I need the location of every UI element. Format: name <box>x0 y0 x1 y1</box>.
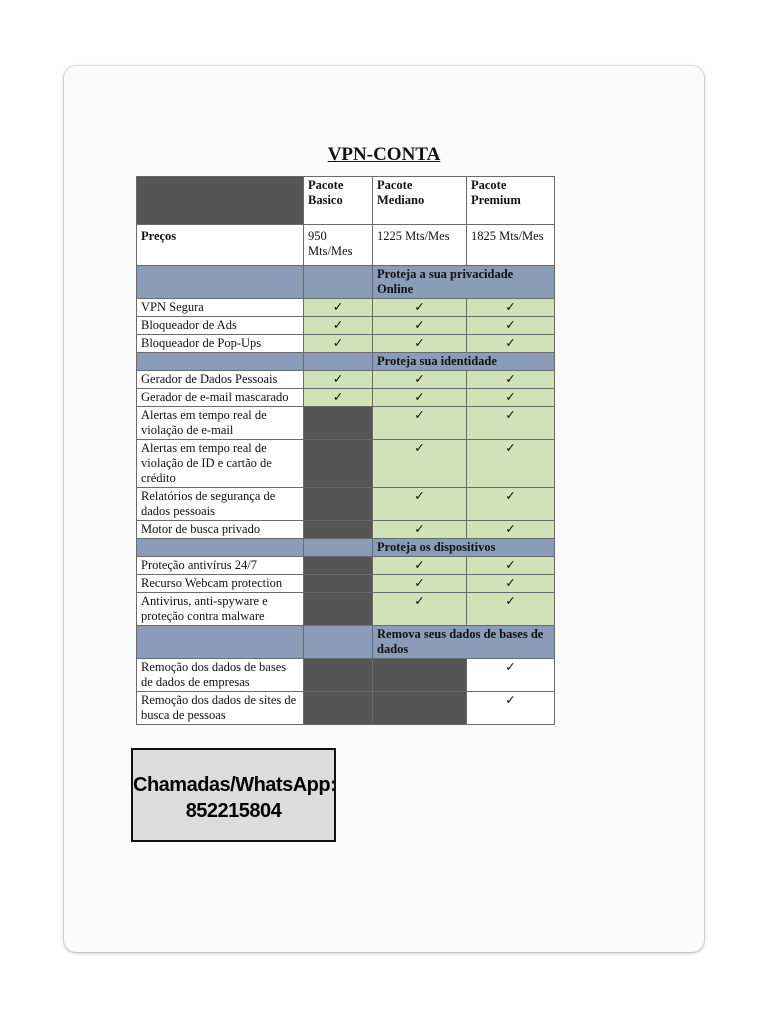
unavailable-cell-basic <box>304 593 373 626</box>
header-mid: Pacote Mediano <box>373 177 467 225</box>
price-basic: 950 Mts/Mes <box>304 225 373 266</box>
document-title: VPN-CONTA <box>327 144 441 165</box>
checkmark-icon: ✓ <box>414 390 425 404</box>
check-cell-premium <box>467 299 555 317</box>
check-cell-mid <box>373 407 467 440</box>
checkmark-icon: ✓ <box>505 489 516 503</box>
section-spacer-cell <box>137 626 304 659</box>
header-empty-cell <box>137 177 304 225</box>
checkmark-icon: ✓ <box>505 372 516 386</box>
feature-label: Motor de busca privado <box>137 521 304 539</box>
check-cell-mid <box>373 440 467 488</box>
check-cell-basic <box>304 299 373 317</box>
check-cell-premium <box>467 692 555 725</box>
section-spacer-cell <box>137 266 304 299</box>
checkmark-icon: ✓ <box>505 693 516 707</box>
checkmark-icon: ✓ <box>505 300 516 314</box>
check-cell-premium <box>467 521 555 539</box>
check-cell-premium <box>467 335 555 353</box>
price-row <box>137 225 555 266</box>
check-cell-premium <box>467 593 555 626</box>
check-cell-premium <box>467 575 555 593</box>
feature-label: Alertas em tempo real de violação de e-mail <box>137 407 304 440</box>
feature-label: Bloqueador de Pop-Ups <box>137 335 304 353</box>
section-header-row <box>137 539 555 557</box>
checkmark-icon: ✓ <box>414 522 425 536</box>
checkmark-icon: ✓ <box>505 408 516 422</box>
feature-label: Remoção dos dados de bases de dados de empresas <box>137 659 304 692</box>
unavailable-cell-basic <box>304 659 373 692</box>
check-cell-premium <box>467 407 555 440</box>
check-cell-basic <box>304 371 373 389</box>
feature-row <box>137 557 555 575</box>
checkmark-icon: ✓ <box>414 300 425 314</box>
checkmark-icon: ✓ <box>332 336 344 350</box>
checkmark-icon: ✓ <box>332 372 344 386</box>
feature-row <box>137 335 555 353</box>
feature-row <box>137 521 555 539</box>
unavailable-cell-basic <box>304 488 373 521</box>
section-spacer-cell <box>137 353 304 371</box>
checkmark-icon: ✓ <box>505 390 516 404</box>
feature-row <box>137 692 555 725</box>
feature-label: Relatórios de segurança de dados pessoais <box>137 488 304 521</box>
checkmark-icon: ✓ <box>332 318 344 332</box>
feature-row <box>137 317 555 335</box>
section-header-row <box>137 353 555 371</box>
checkmark-icon: ✓ <box>414 441 425 455</box>
contact-box <box>131 748 336 842</box>
feature-row <box>137 575 555 593</box>
checkmark-icon: ✓ <box>414 558 425 572</box>
feature-label: Gerador de e-mail mascarado <box>137 389 304 407</box>
contact-label: Chamadas/WhatsApp: <box>133 774 337 796</box>
unavailable-cell-mid <box>373 692 467 725</box>
checkmark-icon: ✓ <box>505 594 516 608</box>
checkmark-icon: ✓ <box>414 576 425 590</box>
checkmark-icon: ✓ <box>505 522 516 536</box>
feature-row <box>137 389 555 407</box>
section-spacer-cell <box>137 539 304 557</box>
check-cell-basic <box>304 389 373 407</box>
feature-row <box>137 371 555 389</box>
price-premium: 1825 Mts/Mes <box>467 225 555 266</box>
feature-label: Gerador de Dados Pessoais <box>137 371 304 389</box>
section-title: Proteja a sua privacidade Online <box>373 266 555 299</box>
section-spacer-cell <box>304 266 373 299</box>
check-cell-basic <box>304 335 373 353</box>
check-cell-premium <box>467 488 555 521</box>
price-mid: 1225 Mts/Mes <box>373 225 467 266</box>
unavailable-cell-basic <box>304 407 373 440</box>
checkmark-icon: ✓ <box>414 594 425 608</box>
feature-row <box>137 659 555 692</box>
unavailable-cell-basic <box>304 521 373 539</box>
price-label: Preços <box>137 225 304 266</box>
feature-label: Remoção dos dados de sites de busca de pessoas <box>137 692 304 725</box>
feature-row <box>137 440 555 488</box>
feature-label: VPN Segura <box>137 299 304 317</box>
checkmark-icon: ✓ <box>414 318 425 332</box>
check-cell-mid <box>373 371 467 389</box>
section-header-row <box>137 626 555 659</box>
checkmark-icon: ✓ <box>505 558 516 572</box>
check-cell-premium <box>467 317 555 335</box>
check-cell-mid <box>373 593 467 626</box>
unavailable-cell-basic <box>304 575 373 593</box>
checkmark-icon: ✓ <box>505 660 516 674</box>
checkmark-icon: ✓ <box>414 489 425 503</box>
feature-label: Bloqueador de Ads <box>137 317 304 335</box>
section-spacer-cell <box>304 353 373 371</box>
check-cell-mid <box>373 299 467 317</box>
check-cell-mid <box>373 317 467 335</box>
checkmark-icon: ✓ <box>414 336 425 350</box>
unavailable-cell-basic <box>304 692 373 725</box>
check-cell-premium <box>467 440 555 488</box>
feature-label: Proteção antivírus 24/7 <box>137 557 304 575</box>
check-cell-premium <box>467 557 555 575</box>
check-cell-premium <box>467 659 555 692</box>
checkmark-icon: ✓ <box>332 300 344 314</box>
header-row <box>137 177 555 225</box>
unavailable-cell-basic <box>304 440 373 488</box>
header-premium: Pacote Premium <box>467 177 555 225</box>
feature-row <box>137 407 555 440</box>
checkmark-icon: ✓ <box>414 372 425 386</box>
check-cell-mid <box>373 488 467 521</box>
check-cell-premium <box>467 371 555 389</box>
section-title: Remova seus dados de bases de dados <box>373 626 555 659</box>
unavailable-cell-mid <box>373 659 467 692</box>
check-cell-mid <box>373 335 467 353</box>
feature-row <box>137 299 555 317</box>
checkmark-icon: ✓ <box>505 318 516 332</box>
check-cell-premium <box>467 389 555 407</box>
feature-row <box>137 488 555 521</box>
checkmark-icon: ✓ <box>505 576 516 590</box>
feature-label: Alertas em tempo real de violação de ID e cartão de crédito <box>137 440 304 488</box>
check-cell-mid <box>373 521 467 539</box>
check-cell-basic <box>304 317 373 335</box>
check-cell-mid <box>373 557 467 575</box>
header-basic: Pacote Basico <box>304 177 373 225</box>
check-cell-mid <box>373 389 467 407</box>
check-cell-mid <box>373 575 467 593</box>
unavailable-cell-basic <box>304 557 373 575</box>
section-title: Proteja os dispositivos <box>373 539 555 557</box>
section-title: Proteja sua identidade <box>373 353 555 371</box>
section-header-row <box>137 266 555 299</box>
checkmark-icon: ✓ <box>414 408 425 422</box>
feature-row <box>137 593 555 626</box>
contact-phone: 852215804 <box>185 800 282 822</box>
checkmark-icon: ✓ <box>505 336 516 350</box>
checkmark-icon: ✓ <box>505 441 516 455</box>
pricing-table <box>136 176 555 725</box>
section-spacer-cell <box>304 539 373 557</box>
checkmark-icon: ✓ <box>332 390 344 404</box>
feature-label: Antivirus, anti-spyware e proteção contra malware <box>137 593 304 626</box>
feature-label: Recurso Webcam protection <box>137 575 304 593</box>
section-spacer-cell <box>304 626 373 659</box>
